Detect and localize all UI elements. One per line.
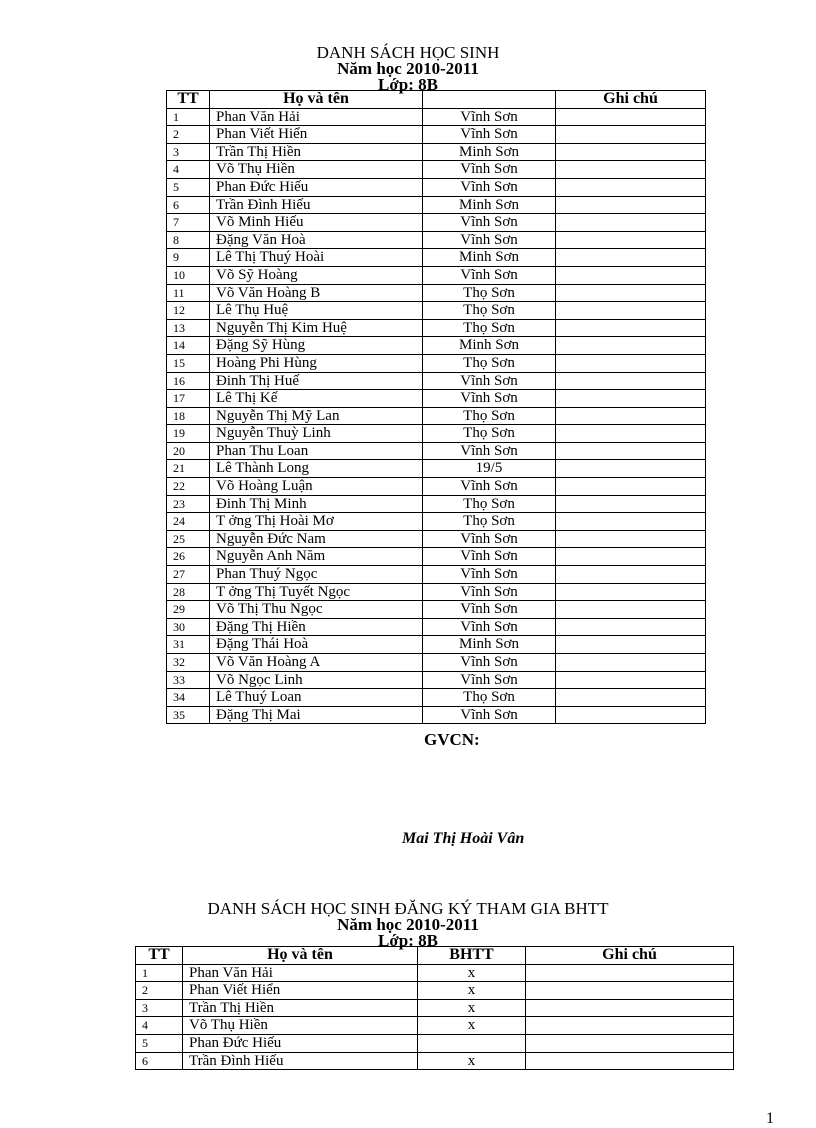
row-note (556, 337, 706, 355)
student-name: Nguyễn Thị Kim Huệ (210, 319, 423, 337)
row-value: Vĩnh Sơn (423, 372, 556, 390)
table-row (167, 231, 706, 249)
row-note (556, 689, 706, 707)
row-value: x (418, 1052, 526, 1070)
row-value: Vĩnh Sơn (423, 706, 556, 724)
student-name: Trần Thị Hiền (210, 143, 423, 161)
row-note (556, 583, 706, 601)
header-name: Họ và tên (183, 947, 418, 965)
student-name: Nguyễn Thuỳ Linh (210, 425, 423, 443)
list1-class-label: Lớp: 8B (378, 75, 438, 94)
row-number: 10 (167, 266, 210, 284)
row-note (556, 196, 706, 214)
row-note (556, 495, 706, 513)
table-row (167, 284, 706, 302)
row-value (418, 1034, 526, 1052)
row-value: 19/5 (423, 460, 556, 478)
student-name: Võ Minh Hiếu (210, 214, 423, 232)
header-tt: TT (136, 947, 183, 965)
row-value: Vĩnh Sơn (423, 618, 556, 636)
table-row (167, 530, 706, 548)
bhtt-list-table (135, 946, 734, 1070)
row-note (526, 982, 734, 1000)
student-name: Phan Thuý Ngọc (210, 566, 423, 584)
student-name: Lê Thị Kế (210, 390, 423, 408)
table-row (136, 1034, 734, 1052)
row-value: x (418, 982, 526, 1000)
student-name: Đặng Văn Hoà (210, 231, 423, 249)
student-name: Phan Viết Hiển (183, 982, 418, 1000)
header-bhtt: BHTT (418, 947, 526, 965)
row-value: Vĩnh Sơn (423, 583, 556, 601)
row-number: 6 (167, 196, 210, 214)
row-number: 34 (167, 689, 210, 707)
student-name: Phan Thu Loan (210, 442, 423, 460)
student-name: Trần Thị Hiền (183, 999, 418, 1017)
row-number: 24 (167, 513, 210, 531)
row-number: 31 (167, 636, 210, 654)
row-number: 27 (167, 566, 210, 584)
student-name: Đinh Thị Huế (210, 372, 423, 390)
row-note (556, 354, 706, 372)
row-number: 7 (167, 214, 210, 232)
row-number: 28 (167, 583, 210, 601)
row-note (556, 108, 706, 126)
table-row (167, 249, 706, 267)
student-name: Lê Thuý Loan (210, 689, 423, 707)
student-name: Võ Văn Hoàng B (210, 284, 423, 302)
table-row (167, 196, 706, 214)
student-list-body (167, 108, 706, 724)
table-row (167, 337, 706, 355)
table-row (167, 460, 706, 478)
row-number: 4 (136, 1017, 183, 1035)
table-row (167, 354, 706, 372)
row-number: 13 (167, 319, 210, 337)
page-number: 1 (766, 1110, 774, 1127)
row-value: Vĩnh Sơn (423, 231, 556, 249)
student-name: Võ Thụ Hiền (210, 161, 423, 179)
student-name: Phan Văn Hải (210, 108, 423, 126)
table-row (167, 636, 706, 654)
row-number: 17 (167, 390, 210, 408)
header-note: Ghi chú (556, 91, 706, 109)
row-value: Vĩnh Sơn (423, 478, 556, 496)
row-note (556, 442, 706, 460)
row-value: Thọ Sơn (423, 284, 556, 302)
teacher-signature-name: Mai Thị Hoài Vân (402, 830, 525, 847)
table-row (167, 566, 706, 584)
row-value: x (418, 999, 526, 1017)
table-row (167, 548, 706, 566)
table-row (167, 689, 706, 707)
row-note (556, 302, 706, 320)
row-value: Vĩnh Sơn (423, 566, 556, 584)
row-number: 3 (136, 999, 183, 1017)
row-number: 32 (167, 654, 210, 672)
table-row (167, 425, 706, 443)
student-name: Võ Hoàng Luận (210, 478, 423, 496)
student-name: Lê Thị Thuý Hoài (210, 249, 423, 267)
row-number: 26 (167, 548, 210, 566)
row-number: 21 (167, 460, 210, 478)
table-row (167, 108, 706, 126)
row-number: 4 (167, 161, 210, 179)
student-name: Trần Đình Hiếu (210, 196, 423, 214)
table-row (167, 407, 706, 425)
row-number: 12 (167, 302, 210, 320)
row-value: Vĩnh Sơn (423, 161, 556, 179)
row-number: 25 (167, 530, 210, 548)
row-value: Thọ Sơn (423, 319, 556, 337)
row-note (526, 999, 734, 1017)
header-note: Ghi chú (526, 947, 734, 965)
student-list-table (166, 90, 706, 724)
header-tt: TT (167, 91, 210, 109)
header-commune (423, 91, 556, 109)
row-number: 6 (136, 1052, 183, 1070)
table-row (136, 982, 734, 1000)
table-row (167, 372, 706, 390)
table-row (167, 126, 706, 144)
student-name: Võ Sỹ Hoàng (210, 266, 423, 284)
row-value: Thọ Sơn (423, 495, 556, 513)
student-name: Đặng Thị Mai (210, 706, 423, 724)
row-value: Vĩnh Sơn (423, 671, 556, 689)
student-name: Võ Ngọc Linh (210, 671, 423, 689)
row-number: 2 (136, 982, 183, 1000)
row-note (556, 478, 706, 496)
student-name: Hoàng Phi Hùng (210, 354, 423, 372)
row-note (556, 161, 706, 179)
list2-school-year: Năm học 2010-2011 (337, 915, 479, 934)
row-value: Vĩnh Sơn (423, 266, 556, 284)
row-note (526, 1052, 734, 1070)
table-row (167, 601, 706, 619)
row-value: Minh Sơn (423, 143, 556, 161)
row-note (556, 460, 706, 478)
row-number: 8 (167, 231, 210, 249)
row-note (556, 143, 706, 161)
row-note (556, 372, 706, 390)
row-note (556, 513, 706, 531)
row-note (556, 231, 706, 249)
row-value: Vĩnh Sơn (423, 654, 556, 672)
row-value: Thọ Sơn (423, 425, 556, 443)
table-row (136, 964, 734, 982)
row-value: Vĩnh Sơn (423, 442, 556, 460)
row-value: Minh Sơn (423, 249, 556, 267)
student-name: T ởng Thị Tuyết Ngọc (210, 583, 423, 601)
student-name: T ởng Thị Hoài Mơ (210, 513, 423, 531)
table-row (167, 671, 706, 689)
row-number: 3 (167, 143, 210, 161)
row-note (556, 636, 706, 654)
list2-class-label: Lớp: 8B (378, 931, 438, 950)
student-name: Nguyễn Anh Năm (210, 548, 423, 566)
row-note (556, 654, 706, 672)
row-number: 20 (167, 442, 210, 460)
row-number: 35 (167, 706, 210, 724)
row-note (526, 964, 734, 982)
row-value: Vĩnh Sơn (423, 530, 556, 548)
row-note (556, 390, 706, 408)
row-note (556, 601, 706, 619)
row-note (556, 284, 706, 302)
table-row (167, 495, 706, 513)
table-row (167, 143, 706, 161)
table-row (167, 513, 706, 531)
row-number: 19 (167, 425, 210, 443)
row-note (556, 407, 706, 425)
row-number: 15 (167, 354, 210, 372)
student-name: Lê Thụ Huệ (210, 302, 423, 320)
table-row (167, 161, 706, 179)
row-note (556, 214, 706, 232)
header-name: Họ và tên (210, 91, 423, 109)
row-value: Vĩnh Sơn (423, 390, 556, 408)
row-number: 33 (167, 671, 210, 689)
table-row (167, 478, 706, 496)
row-value: Thọ Sơn (423, 302, 556, 320)
student-name: Võ Thị Thu Ngọc (210, 601, 423, 619)
table-row (167, 302, 706, 320)
row-note (556, 249, 706, 267)
student-name: Phan Đức Hiếu (183, 1034, 418, 1052)
table-row (167, 319, 706, 337)
gvcn-label: GVCN: (424, 730, 480, 749)
row-value: Minh Sơn (423, 196, 556, 214)
row-number: 5 (167, 178, 210, 196)
row-number: 1 (167, 108, 210, 126)
row-value: Thọ Sơn (423, 689, 556, 707)
row-note (556, 319, 706, 337)
table-row (136, 1052, 734, 1070)
student-name: Đặng Thị Hiền (210, 618, 423, 636)
student-name: Võ Thụ Hiền (183, 1017, 418, 1035)
student-name: Phan Văn Hải (183, 964, 418, 982)
student-name: Nguyễn Đức Nam (210, 530, 423, 548)
table-row (136, 999, 734, 1017)
row-value: Minh Sơn (423, 636, 556, 654)
table-row (136, 1017, 734, 1035)
row-number: 5 (136, 1034, 183, 1052)
row-value: Minh Sơn (423, 337, 556, 355)
row-note (526, 1034, 734, 1052)
table-header-row (167, 91, 706, 109)
row-value: Vĩnh Sơn (423, 108, 556, 126)
table-row (167, 178, 706, 196)
row-value: Thọ Sơn (423, 354, 556, 372)
row-value: Vĩnh Sơn (423, 548, 556, 566)
row-number: 11 (167, 284, 210, 302)
row-value: Thọ Sơn (423, 513, 556, 531)
table-row (167, 654, 706, 672)
row-value: x (418, 1017, 526, 1035)
list2-title: DANH SÁCH HỌC SINH ĐĂNG KÝ THAM GIA BHTT (207, 899, 609, 918)
row-note (526, 1017, 734, 1035)
row-number: 1 (136, 964, 183, 982)
row-number: 18 (167, 407, 210, 425)
row-number: 16 (167, 372, 210, 390)
student-name: Đinh Thị Minh (210, 495, 423, 513)
row-note (556, 566, 706, 584)
row-value: Vĩnh Sơn (423, 126, 556, 144)
student-name: Trần Đình Hiếu (183, 1052, 418, 1070)
student-name: Nguyễn Thị Mỹ Lan (210, 407, 423, 425)
list1-school-year: Năm học 2010-2011 (337, 59, 479, 78)
row-value: Vĩnh Sơn (423, 601, 556, 619)
table-row (167, 618, 706, 636)
table-row (167, 442, 706, 460)
row-number: 29 (167, 601, 210, 619)
table-row (167, 390, 706, 408)
student-name: Võ Văn Hoàng A (210, 654, 423, 672)
row-number: 22 (167, 478, 210, 496)
list1-title: DANH SÁCH HỌC SINH (316, 43, 500, 62)
row-note (556, 706, 706, 724)
row-note (556, 425, 706, 443)
row-value: Vĩnh Sơn (423, 214, 556, 232)
row-number: 30 (167, 618, 210, 636)
table-row (167, 583, 706, 601)
row-value: x (418, 964, 526, 982)
row-note (556, 671, 706, 689)
table-row (167, 214, 706, 232)
row-number: 9 (167, 249, 210, 267)
row-number: 2 (167, 126, 210, 144)
student-name: Lê Thành Long (210, 460, 423, 478)
table-row (167, 706, 706, 724)
student-name: Đặng Sỹ Hùng (210, 337, 423, 355)
table-row (167, 266, 706, 284)
row-number: 23 (167, 495, 210, 513)
table-header-row (136, 947, 734, 965)
row-value: Thọ Sơn (423, 407, 556, 425)
row-note (556, 178, 706, 196)
row-note (556, 266, 706, 284)
row-note (556, 618, 706, 636)
student-name: Phan Đức Hiếu (210, 178, 423, 196)
student-name: Đặng Thái Hoà (210, 636, 423, 654)
row-note (556, 126, 706, 144)
row-number: 14 (167, 337, 210, 355)
row-note (556, 548, 706, 566)
row-value: Vĩnh Sơn (423, 178, 556, 196)
row-note (556, 530, 706, 548)
student-name: Phan Viết Hiển (210, 126, 423, 144)
bhtt-list-body (136, 964, 734, 1070)
